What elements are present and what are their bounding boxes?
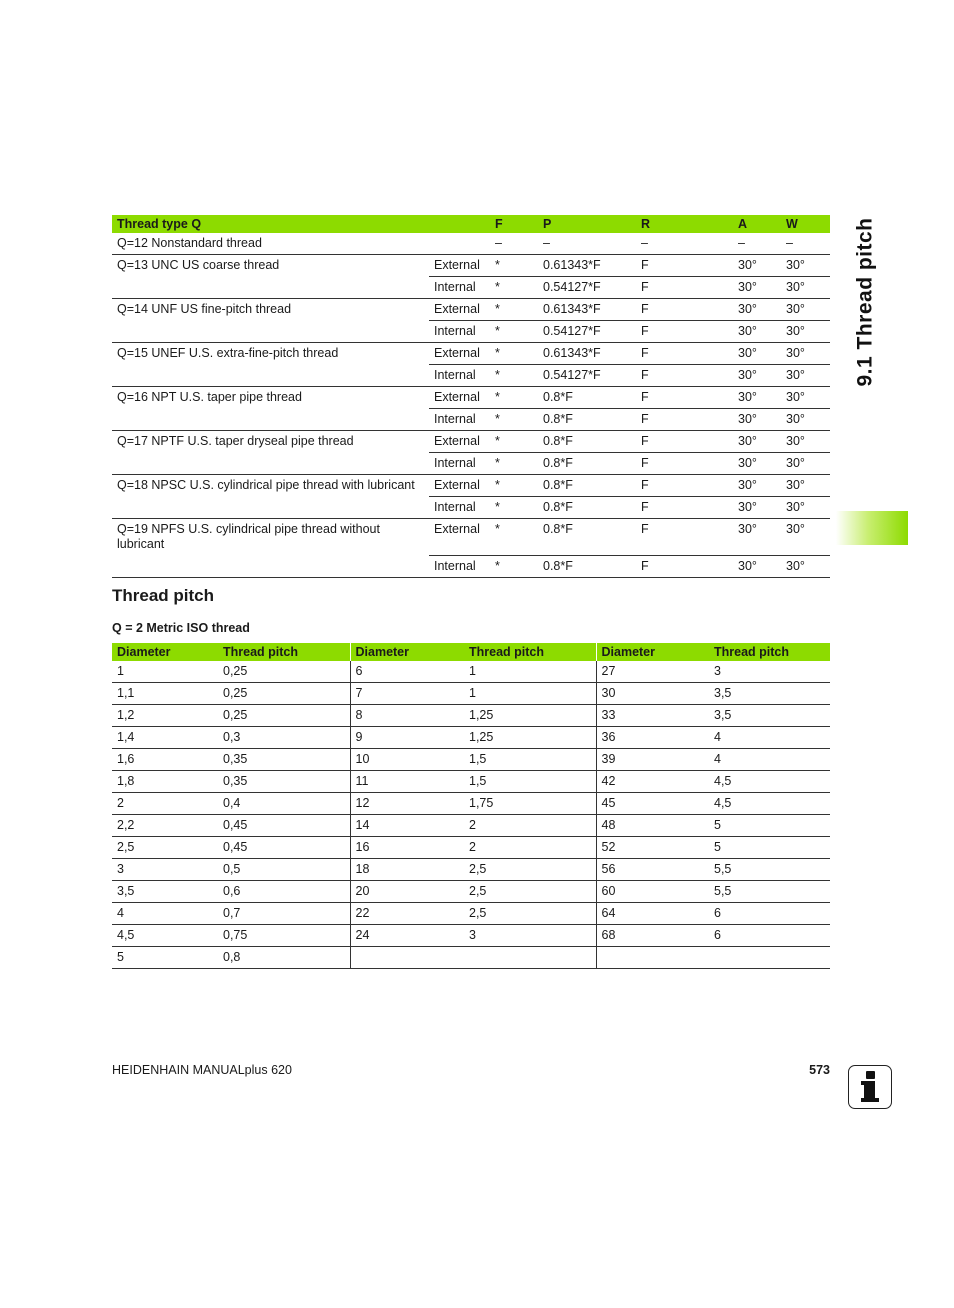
a-value: 30°	[733, 255, 781, 277]
p-value: 0.8*F	[538, 497, 636, 519]
a-value: 30°	[733, 387, 781, 409]
header-diameter: Diameter	[350, 643, 464, 661]
w-value: 30°	[781, 321, 830, 343]
table-row	[112, 903, 830, 925]
p-value: 0.8*F	[538, 555, 636, 577]
table-row	[112, 255, 830, 277]
table-row	[112, 431, 830, 453]
diameter	[350, 947, 464, 969]
w-value: 30°	[781, 365, 830, 387]
thread-side	[429, 233, 490, 255]
r-value: F	[636, 277, 733, 299]
r-value: F	[636, 453, 733, 475]
r-value: F	[636, 409, 733, 431]
p-value: 0.8*F	[538, 431, 636, 453]
thread-type-table	[112, 215, 830, 578]
thread-pitch: 0,25	[218, 683, 350, 705]
a-value: 30°	[733, 277, 781, 299]
diameter: 1,6	[112, 749, 218, 771]
thread-pitch: 0,25	[218, 661, 350, 683]
r-value: F	[636, 321, 733, 343]
f-value: *	[490, 519, 538, 556]
thread-pitch: 1,5	[464, 749, 596, 771]
a-value: 30°	[733, 409, 781, 431]
table-row	[112, 683, 830, 705]
a-value: 30°	[733, 365, 781, 387]
thread-side: Internal	[429, 321, 490, 343]
thread-pitch: 3	[709, 661, 830, 683]
a-value: 30°	[733, 321, 781, 343]
thread-side: External	[429, 343, 490, 365]
diameter: 4,5	[112, 925, 218, 947]
table-row	[112, 365, 830, 387]
thread-pitch: 6	[709, 925, 830, 947]
f-value: *	[490, 321, 538, 343]
thread-pitch: 3	[464, 925, 596, 947]
header-p: P	[538, 215, 636, 233]
thread-description: Q=16 NPT U.S. taper pipe thread	[117, 390, 302, 404]
diameter: 52	[596, 837, 709, 859]
diameter: 39	[596, 749, 709, 771]
thread-pitch: 4,5	[709, 771, 830, 793]
thread-pitch: 2,5	[464, 859, 596, 881]
thread-description: Q=12 Nonstandard thread	[112, 233, 429, 255]
diameter: 42	[596, 771, 709, 793]
r-value: F	[636, 299, 733, 321]
diameter: 48	[596, 815, 709, 837]
thread-pitch: 0,6	[218, 881, 350, 903]
r-value: F	[636, 555, 733, 577]
r-value: F	[636, 497, 733, 519]
thread-type-header-row	[112, 215, 830, 233]
header-f: F	[490, 215, 538, 233]
table-row	[112, 299, 830, 321]
w-value: 30°	[781, 255, 830, 277]
table-row	[112, 387, 830, 409]
thread-side: Internal	[429, 365, 490, 387]
thread-description	[112, 321, 429, 343]
diameter: 45	[596, 793, 709, 815]
table-row	[112, 771, 830, 793]
diameter: 2,5	[112, 837, 218, 859]
diameter: 1,1	[112, 683, 218, 705]
info-icon	[848, 1065, 892, 1109]
diameter: 8	[350, 705, 464, 727]
f-value: *	[490, 255, 538, 277]
table-row	[112, 475, 830, 497]
thread-description	[112, 555, 429, 577]
diameter: 24	[350, 925, 464, 947]
thread-side: External	[429, 299, 490, 321]
table-row	[112, 727, 830, 749]
diameter: 10	[350, 749, 464, 771]
f-value: *	[490, 475, 538, 497]
diameter: 60	[596, 881, 709, 903]
a-value: 30°	[733, 519, 781, 556]
a-value: 30°	[733, 475, 781, 497]
p-value: 0.61343*F	[538, 343, 636, 365]
thread-pitch: 1,5	[464, 771, 596, 793]
table-row	[112, 881, 830, 903]
f-value: *	[490, 365, 538, 387]
diameter: 30	[596, 683, 709, 705]
diameter: 3,5	[112, 881, 218, 903]
table-row	[112, 233, 830, 255]
thread-pitch	[464, 947, 596, 969]
thread-pitch: 0,35	[218, 771, 350, 793]
diameter: 1,8	[112, 771, 218, 793]
r-value: F	[636, 387, 733, 409]
thread-pitch: 4	[709, 727, 830, 749]
w-value: 30°	[781, 555, 830, 577]
thread-pitch: 2,5	[464, 903, 596, 925]
thread-pitch: 0,3	[218, 727, 350, 749]
thread-pitch: 1	[464, 683, 596, 705]
thread-description: Q=15 UNEF U.S. extra-fine-pitch thread	[117, 346, 339, 360]
p-value: 0.54127*F	[538, 365, 636, 387]
a-value: 30°	[733, 555, 781, 577]
table-row	[112, 837, 830, 859]
p-value: 0.8*F	[538, 453, 636, 475]
header-r: R	[636, 215, 733, 233]
r-value: F	[636, 255, 733, 277]
r-value: –	[636, 233, 733, 255]
diameter: 18	[350, 859, 464, 881]
thread-description: Q=19 NPFS U.S. cylindrical pipe thread without lubricant	[117, 522, 380, 551]
r-value: F	[636, 365, 733, 387]
diameter: 33	[596, 705, 709, 727]
thread-pitch: 2,5	[464, 881, 596, 903]
w-value: 30°	[781, 409, 830, 431]
metric-iso-table	[112, 643, 830, 969]
p-value: 0.8*F	[538, 519, 636, 556]
diameter: 14	[350, 815, 464, 837]
table-row	[112, 947, 830, 969]
table-row	[112, 859, 830, 881]
header-thread-pitch: Thread pitch	[218, 643, 350, 661]
thread-side: External	[429, 519, 490, 556]
header-side	[429, 215, 490, 233]
thread-pitch: 0,45	[218, 837, 350, 859]
thread-pitch: 0,8	[218, 947, 350, 969]
p-value: 0.8*F	[538, 387, 636, 409]
w-value: 30°	[781, 343, 830, 365]
diameter: 5	[112, 947, 218, 969]
diameter: 1	[112, 661, 218, 683]
table-row	[112, 277, 830, 299]
chapter-tab-marker	[836, 511, 908, 545]
diameter: 16	[350, 837, 464, 859]
a-value: 30°	[733, 431, 781, 453]
a-value: 30°	[733, 453, 781, 475]
thread-side: External	[429, 387, 490, 409]
thread-description	[112, 409, 429, 431]
r-value: F	[636, 343, 733, 365]
header-diameter: Diameter	[112, 643, 218, 661]
p-value: 0.61343*F	[538, 299, 636, 321]
table-row	[112, 409, 830, 431]
thread-pitch: 5	[709, 815, 830, 837]
table-row	[112, 497, 830, 519]
thread-description: Q=13 UNC US coarse thread	[117, 258, 280, 272]
thread-pitch: 5,5	[709, 859, 830, 881]
diameter: 2	[112, 793, 218, 815]
r-value: F	[636, 431, 733, 453]
thread-side: Internal	[429, 555, 490, 577]
thread-pitch: 1,75	[464, 793, 596, 815]
f-value: –	[490, 233, 538, 255]
a-value: 30°	[733, 343, 781, 365]
header-thread-pitch: Thread pitch	[464, 643, 596, 661]
thread-side: External	[429, 475, 490, 497]
diameter: 68	[596, 925, 709, 947]
table-row	[112, 815, 830, 837]
w-value: 30°	[781, 475, 830, 497]
p-value: –	[538, 233, 636, 255]
f-value: *	[490, 497, 538, 519]
diameter: 6	[350, 661, 464, 683]
f-value: *	[490, 299, 538, 321]
diameter: 1,2	[112, 705, 218, 727]
p-value: 0.54127*F	[538, 321, 636, 343]
header-a: A	[733, 215, 781, 233]
table-row	[112, 661, 830, 683]
diameter: 3	[112, 859, 218, 881]
thread-side: External	[429, 255, 490, 277]
diameter: 56	[596, 859, 709, 881]
header-diameter: Diameter	[596, 643, 709, 661]
header-thread-type: Thread type Q	[112, 215, 429, 233]
r-value: F	[636, 519, 733, 556]
thread-pitch: 5	[709, 837, 830, 859]
thread-pitch: 1,25	[464, 727, 596, 749]
thread-pitch	[709, 947, 830, 969]
thread-pitch: 0,5	[218, 859, 350, 881]
thread-description	[112, 497, 429, 519]
thread-pitch: 2	[464, 837, 596, 859]
page-number: 573	[809, 1063, 830, 1077]
table-row	[112, 749, 830, 771]
thread-pitch: 4,5	[709, 793, 830, 815]
chapter-side-title-text: 9.1 Thread pitch	[854, 217, 878, 387]
f-value: *	[490, 343, 538, 365]
thread-side: Internal	[429, 497, 490, 519]
thread-description: Q=17 NPTF U.S. taper dryseal pipe thread	[117, 434, 354, 448]
chapter-side-title	[846, 212, 886, 392]
a-value: –	[733, 233, 781, 255]
thread-description	[112, 453, 429, 475]
thread-pitch: 0,45	[218, 815, 350, 837]
thread-pitch: 2	[464, 815, 596, 837]
p-value: 0.54127*F	[538, 277, 636, 299]
w-value: 30°	[781, 277, 830, 299]
w-value: 30°	[781, 519, 830, 556]
thread-description	[112, 277, 429, 299]
r-value: F	[636, 475, 733, 497]
thread-pitch: 1,25	[464, 705, 596, 727]
w-value: 30°	[781, 453, 830, 475]
thread-pitch: 3,5	[709, 705, 830, 727]
thread-pitch: 0,4	[218, 793, 350, 815]
header-w: W	[781, 215, 830, 233]
diameter: 22	[350, 903, 464, 925]
w-value: 30°	[781, 387, 830, 409]
metric-header-row	[112, 643, 830, 661]
table-row	[112, 453, 830, 475]
a-value: 30°	[733, 497, 781, 519]
header-thread-pitch: Thread pitch	[709, 643, 830, 661]
diameter: 36	[596, 727, 709, 749]
table-row	[112, 343, 830, 365]
p-value: 0.8*F	[538, 409, 636, 431]
sub-heading: Q = 2 Metric ISO thread	[112, 621, 250, 635]
diameter: 9	[350, 727, 464, 749]
section-heading: Thread pitch	[112, 586, 215, 605]
table-row	[112, 793, 830, 815]
table-row	[112, 519, 830, 556]
thread-side: External	[429, 431, 490, 453]
a-value: 30°	[733, 299, 781, 321]
thread-side: Internal	[429, 277, 490, 299]
diameter: 64	[596, 903, 709, 925]
footer-product: HEIDENHAIN MANUALplus 620	[112, 1063, 292, 1077]
table-row	[112, 321, 830, 343]
table-row	[112, 705, 830, 727]
thread-pitch: 3,5	[709, 683, 830, 705]
thread-description: Q=14 UNF US fine-pitch thread	[117, 302, 292, 316]
w-value: 30°	[781, 431, 830, 453]
f-value: *	[490, 277, 538, 299]
w-value: 30°	[781, 497, 830, 519]
p-value: 0.8*F	[538, 475, 636, 497]
diameter: 11	[350, 771, 464, 793]
f-value: *	[490, 409, 538, 431]
thread-description	[112, 365, 429, 387]
thread-pitch: 6	[709, 903, 830, 925]
thread-pitch: 0,25	[218, 705, 350, 727]
thread-pitch: 1	[464, 661, 596, 683]
thread-side: Internal	[429, 453, 490, 475]
f-value: *	[490, 453, 538, 475]
diameter: 7	[350, 683, 464, 705]
w-value: –	[781, 233, 830, 255]
diameter: 12	[350, 793, 464, 815]
thread-pitch: 0,7	[218, 903, 350, 925]
w-value: 30°	[781, 299, 830, 321]
diameter: 20	[350, 881, 464, 903]
table-row	[112, 555, 830, 577]
diameter: 1,4	[112, 727, 218, 749]
thread-description: Q=18 NPSC U.S. cylindrical pipe thread with lubricant	[117, 478, 415, 492]
diameter: 2,2	[112, 815, 218, 837]
diameter: 4	[112, 903, 218, 925]
table-row	[112, 925, 830, 947]
diameter	[596, 947, 709, 969]
diameter: 27	[596, 661, 709, 683]
p-value: 0.61343*F	[538, 255, 636, 277]
thread-side: Internal	[429, 409, 490, 431]
f-value: *	[490, 555, 538, 577]
thread-pitch: 0,35	[218, 749, 350, 771]
thread-pitch: 0,75	[218, 925, 350, 947]
f-value: *	[490, 431, 538, 453]
f-value: *	[490, 387, 538, 409]
thread-pitch: 4	[709, 749, 830, 771]
thread-pitch: 5,5	[709, 881, 830, 903]
